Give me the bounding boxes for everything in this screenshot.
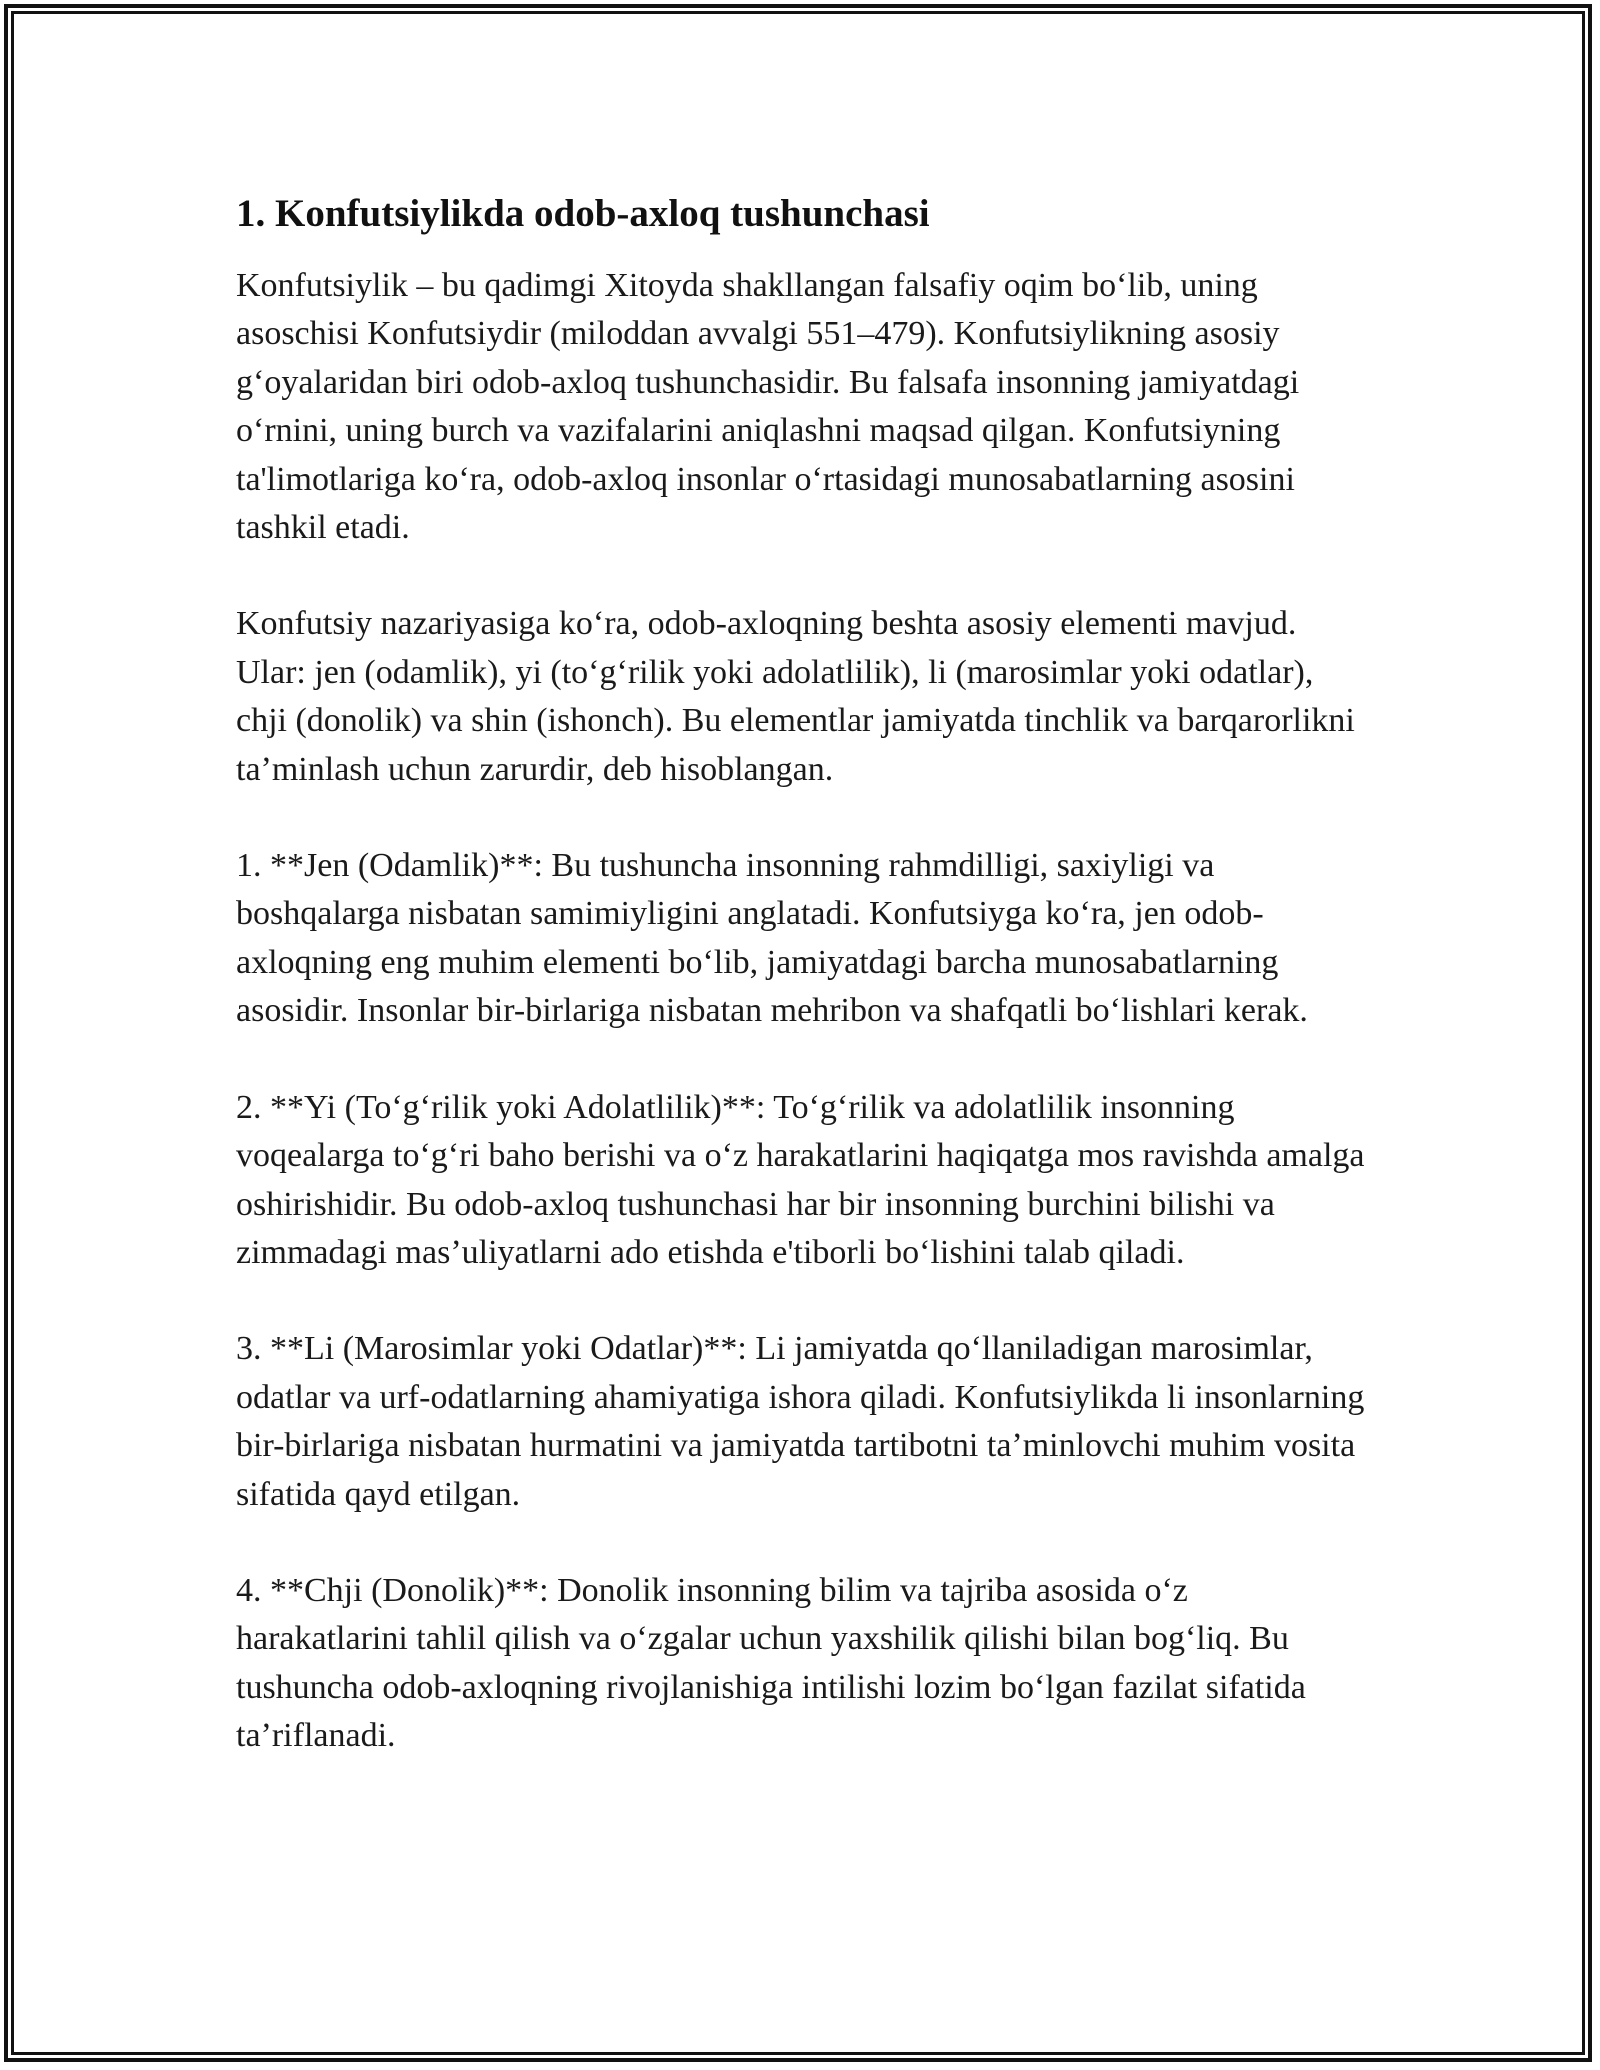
document-body: [236, 186, 1366, 1809]
document-heading: 1. Konfutsiylikda odob-axloq tushunchasi: [236, 192, 930, 235]
paragraph-chji: 4. **Chji (Donolik)**: Donolik insonning bilim va tajriba asosida oʻz harakatlarini tahlil qilish va oʻzgalar uchun yaxshilik qilishi bilan bogʻliq. Bu tushuncha odob-axloqning rivojlanishiga intilishi lozim boʻlgan fazilat sifatida taʼriflanadi.: [236, 1571, 1306, 1755]
paragraph-intro: Konfutsiylik – bu qadimgi Xitoyda shakllangan falsafiy oqim boʻlib, uning asoschisi Konfutsiydir (miloddan avvalgi 551–479). Konfutsiylikning asosiy gʻoyalaridan biri odob-axloq tushunchasidir. Bu falsafa insonning jamiyatdagi oʻrnini, uning burch va vazifalarini aniqlashni maqsad qilgan. Konfutsiyning ta'limotlariga koʻra, odob-axloq insonlar oʻrtasidagi munosabatlarning asosini tashkil etadi.: [236, 267, 1300, 547]
paragraph-li: 3. **Li (Marosimlar yoki Odatlar)**: Li jamiyatda qoʻllaniladigan marosimlar, odatlar va urf-odatlarning ahamiyatiga ishora qiladi. Konfutsiylikda li insonlarning bir-birlariga nisbatan hurmatini va jamiyatda tartibotni taʼminlovchi muhim vosita sifatida qayd etilgan.: [236, 1330, 1365, 1513]
paragraph-five-elements: Konfutsiy nazariyasiga koʻra, odob-axloqning beshta asosiy elementi mavjud. Ular: jen (odamlik), yi (toʻgʻrilik yoki adolatlilik), li (marosimlar yoki odatlar), chji (donolik) va shin (ishonch). Bu elementlar jamiyatda tinchlik va barqarorlikni taʼminlash uchun zarurdir, deb hisoblangan.: [236, 605, 1355, 788]
paragraph-jen: 1. **Jen (Odamlik)**: Bu tushuncha insonning rahmdilligi, saxiyligi va boshqalarga nisbatan samimiyligini anglatadi. Konfutsiyga koʻra, jen odob-axloqning eng muhim elementi boʻlib, jamiyatdagi barcha munosabatlarning asosidir. Insonlar bir-birlariga nisbatan mehribon va shafqatli boʻlishlari kerak.: [236, 847, 1308, 1030]
paragraph-yi: 2. **Yi (Toʻgʻrilik yoki Adolatlilik)**: Toʻgʻrilik va adolatlilik insonning voqealarga toʻgʻri baho berishi va oʻz harakatlarini haqiqatga mos ravishda amalga oshirishidir. Bu odob-axloq tushunchasi har bir insonning burchini bilishi va zimmadagi masʼuliyatlarni ado etishda e'tiborli boʻlishini talab qiladi.: [236, 1088, 1365, 1271]
